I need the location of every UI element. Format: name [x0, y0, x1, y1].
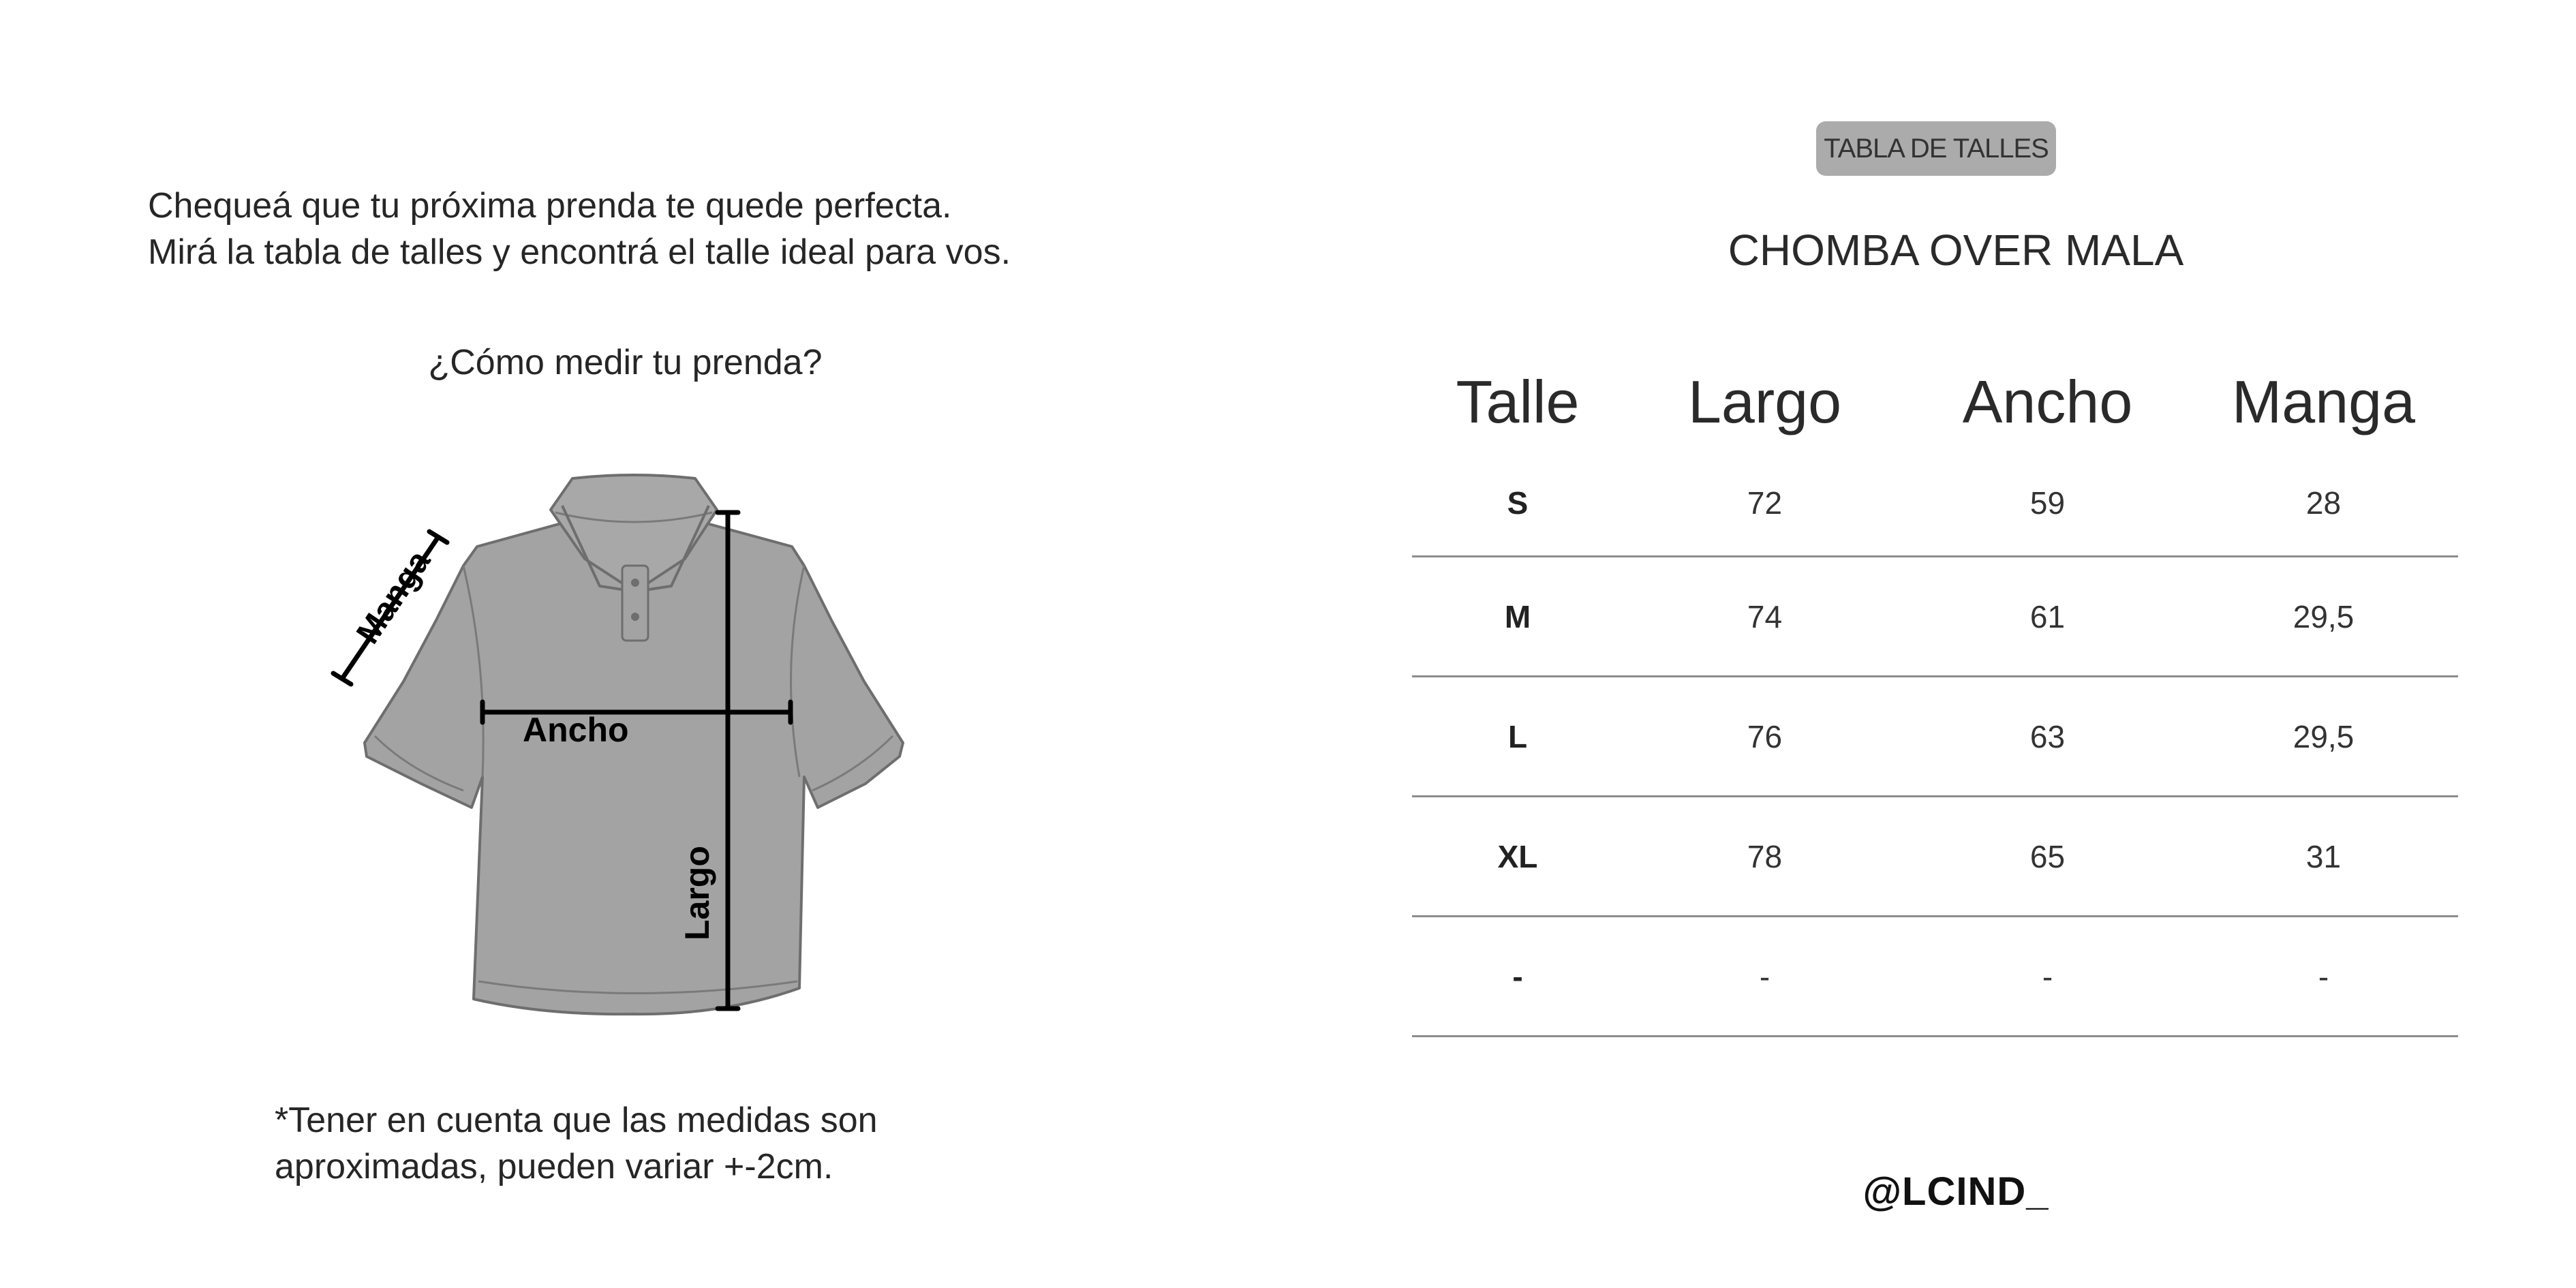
cell-size: - — [1512, 958, 1523, 994]
label-manga: Manga — [350, 544, 438, 651]
table-row — [1412, 557, 2458, 677]
header-largo: Largo — [1687, 368, 1842, 435]
cell-size: L — [1507, 718, 1528, 754]
label-largo: Largo — [678, 846, 716, 940]
cell-manga: 29,5 — [2293, 718, 2355, 754]
how-to-measure-heading: ¿Cómo medir tu prenda? — [428, 343, 823, 382]
cell-largo: 74 — [1747, 598, 1783, 634]
header-talle: Talle — [1456, 368, 1580, 435]
cell-largo: - — [1759, 958, 1770, 994]
brand-handle: @LCIND_ — [1862, 1169, 2049, 1214]
cell-largo: 78 — [1747, 838, 1783, 874]
size-table-header — [1412, 354, 2458, 450]
label-ancho: Ancho — [523, 711, 629, 749]
cell-largo: 76 — [1747, 718, 1783, 754]
intro-line-1: Chequeá que tu próxima prenda te quede perfecta. — [148, 186, 952, 226]
cell-manga: 28 — [2305, 485, 2342, 521]
cell-size: S — [1507, 485, 1529, 521]
cell-ancho: 63 — [2029, 718, 2066, 754]
table-row — [1412, 677, 2458, 797]
header-ancho: Ancho — [1962, 368, 2133, 435]
cell-ancho: 65 — [2029, 838, 2066, 874]
header-manga: Manga — [2231, 368, 2416, 435]
cell-ancho: 59 — [2029, 485, 2066, 521]
intro-line-2: Mirá la tabla de talles y encontrá el talle ideal para vos. — [148, 232, 1011, 272]
intro-text — [148, 183, 1011, 275]
polo-shirt-diagram — [327, 463, 927, 1036]
measure-note — [275, 1097, 878, 1190]
note-line-1: *Tener en cuenta que las medidas son — [275, 1101, 878, 1140]
cell-manga: 29,5 — [2293, 598, 2355, 634]
cell-size: XL — [1497, 838, 1538, 874]
cell-manga: 31 — [2305, 838, 2342, 874]
size-table — [1412, 354, 2458, 1037]
cell-ancho: 61 — [2029, 598, 2066, 634]
cell-largo: 72 — [1747, 485, 1783, 521]
table-row — [1412, 917, 2458, 1037]
table-row — [1412, 797, 2458, 917]
table-row — [1412, 450, 2458, 557]
cell-ancho: - — [2042, 958, 2053, 994]
note-line-2: aproximadas, pueden variar +-2cm. — [275, 1147, 833, 1186]
shirt-placket — [622, 566, 648, 641]
size-table-badge: TABLA DE TALLES — [1816, 121, 2056, 176]
cell-manga: - — [2318, 958, 2329, 994]
cell-size: M — [1504, 598, 1531, 634]
product-title: CHOMBA OVER MALA — [1728, 226, 2184, 275]
